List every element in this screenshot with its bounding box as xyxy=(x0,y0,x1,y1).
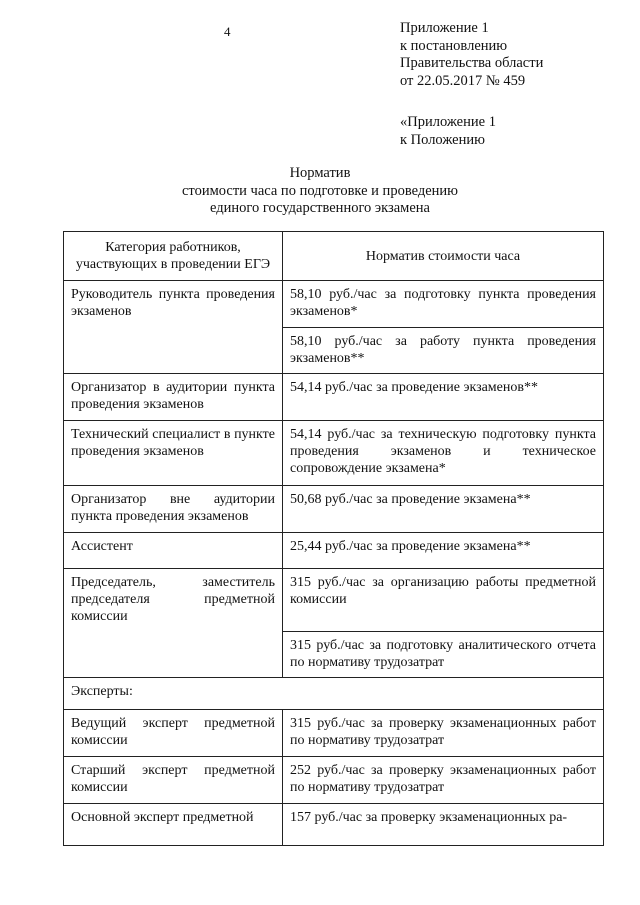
category-cell xyxy=(64,631,283,678)
norm-cell: 315 руб./час за проверку экзаменационных работ по нормативу трудозатрат xyxy=(283,710,604,757)
category-cell: Руководитель пункта проведения экзаменов xyxy=(64,281,283,328)
table-row xyxy=(64,631,604,678)
category-cell: Старший эксперт предметной комиссии xyxy=(64,757,283,804)
category-cell: Ассистент xyxy=(64,533,283,569)
table-row xyxy=(64,678,604,710)
table-row xyxy=(64,569,604,632)
title-line: стоимости часа по подготовке и проведению xyxy=(182,182,458,199)
table-row xyxy=(64,533,604,569)
table-row xyxy=(64,421,604,486)
appendix-line: от 22.05.2017 № 459 xyxy=(400,72,526,89)
norm-cell: 315 руб./час за организацию работы предметной комиссии xyxy=(283,569,604,632)
norm-cell: 54,14 руб./час за техническую подготовку пункта проведения экзаменов и техническое сопровождение экзамена* xyxy=(283,421,604,486)
section-cell: Эксперты: xyxy=(64,678,604,710)
table-row xyxy=(64,374,604,421)
category-cell: Председатель, заместитель председателя предметной комиссии xyxy=(64,569,283,632)
header-category: Категория работников, участвующих в проведении ЕГЭ xyxy=(64,232,283,281)
table-row xyxy=(64,710,604,757)
norm-cell: 25,44 руб./час за проведение экзамена** xyxy=(283,533,604,569)
table-row xyxy=(64,804,604,846)
appendix-header xyxy=(400,20,543,149)
norm-cell: 315 руб./час за подготовку аналитического отчета по нормативу трудозатрат xyxy=(283,631,604,678)
appendix-line: Правительства области xyxy=(400,55,544,71)
category-cell: Организатор вне аудитории пункта проведения экзаменов xyxy=(64,486,283,533)
appendix-line: Приложение 1 xyxy=(400,20,489,36)
table-row xyxy=(64,486,604,533)
appendix-line: к Положению xyxy=(400,131,485,148)
category-cell: Основной эксперт предметной xyxy=(64,804,283,846)
norms-table xyxy=(63,231,604,846)
norm-cell: 157 руб./час за проверку экзаменационных ра- xyxy=(283,804,604,846)
category-cell: Организатор в аудитории пункта проведения экзаменов xyxy=(64,374,283,421)
table-row xyxy=(64,757,604,804)
norm-cell: 58,10 руб./час за подготовку пункта проведения экзаменов* xyxy=(283,281,604,328)
header-norm: Норматив стоимости часа xyxy=(283,232,604,281)
page-number: 4 xyxy=(224,24,231,39)
spacer xyxy=(400,90,543,114)
norm-cell: 252 руб./час за проверку экзаменационных работ по нормативу трудозатрат xyxy=(283,757,604,804)
appendix-line: «Приложение 1 xyxy=(400,114,496,130)
appendix-line: к постановлению xyxy=(400,37,508,54)
norm-cell: 58,10 руб./час за работу пункта проведения экзаменов** xyxy=(283,327,604,374)
category-cell xyxy=(64,327,283,374)
norm-cell: 54,14 руб./час за проведение экзаменов** xyxy=(283,374,604,421)
category-cell: Ведущий эксперт предметной комиссии xyxy=(64,710,283,757)
norm-cell: 50,68 руб./час за проведение экзамена** xyxy=(283,486,604,533)
title-line: Норматив xyxy=(289,165,351,181)
table-row xyxy=(64,281,604,328)
table-header-row xyxy=(64,232,604,281)
table-row xyxy=(64,327,604,374)
title-line: единого государственного экзамена xyxy=(210,200,430,216)
document-title xyxy=(0,165,640,218)
category-cell: Технический специалист в пункте проведения экзаменов xyxy=(64,421,283,486)
